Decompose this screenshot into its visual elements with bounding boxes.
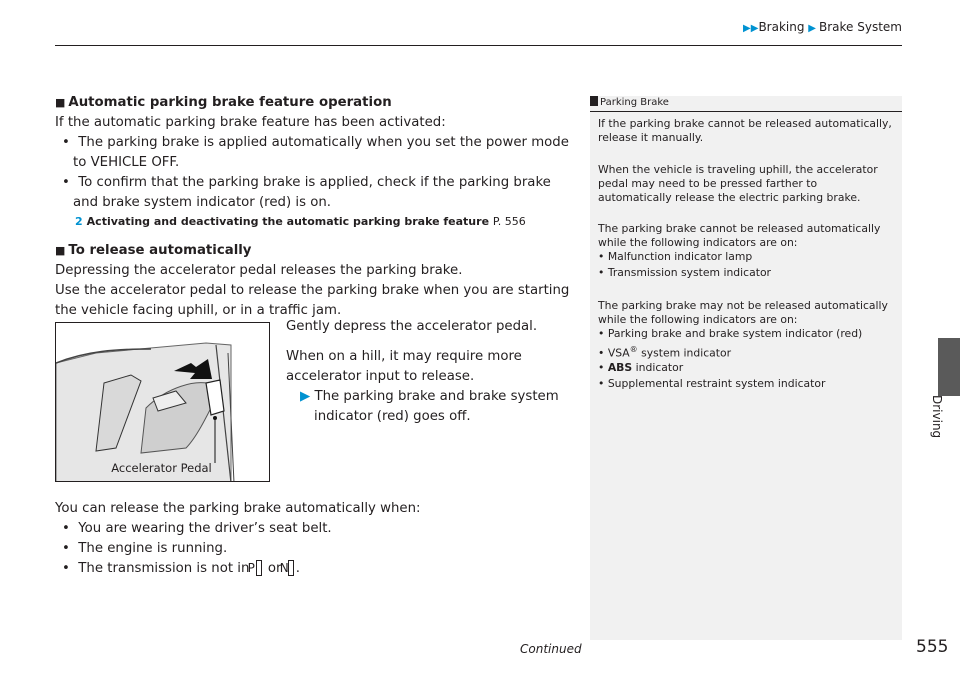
breadcrumb-item-brake-system[interactable]: Brake System xyxy=(819,20,902,34)
header-divider xyxy=(55,45,902,46)
sidebar-list-item: • VSA® system indicator xyxy=(598,345,732,360)
sidebar-note xyxy=(598,299,894,391)
result-text: ▶ The parking brake and brake system indicator (red) goes off. xyxy=(300,389,559,424)
breadcrumb xyxy=(0,20,902,34)
gear-p-key: P xyxy=(256,560,262,576)
sidebar-list-item: • Malfunction indicator lamp xyxy=(598,250,753,263)
page-number: 555 xyxy=(916,637,949,657)
result-arrow-icon: ▶ xyxy=(300,389,311,404)
square-bullet-icon: ■ xyxy=(55,96,66,109)
section-heading: ■ Automatic parking brake feature operation xyxy=(55,95,392,110)
chapter-tab[interactable] xyxy=(938,338,960,396)
triangle-icon: ▶▶ xyxy=(743,23,759,34)
sidebar-paragraph: The parking brake cannot be released automatically while the following indicators are on: xyxy=(598,222,881,249)
pedal-drawing xyxy=(56,323,270,482)
sidebar-paragraph: When the vehicle is traveling uphill, the accelerator pedal may need to be pressed farther to automatically release the electric parking brake. xyxy=(598,163,878,204)
square-bullet-icon: ■ xyxy=(55,244,66,257)
sidebar-divider xyxy=(590,111,902,112)
chapter-label: Driving xyxy=(930,395,944,439)
step-text: Gently depress the accelerator pedal. xyxy=(286,319,538,334)
sidebar-title: Parking Brake xyxy=(590,96,902,108)
release-conditions xyxy=(55,499,575,579)
section-heading: ■ To release automatically xyxy=(55,243,252,258)
sidebar-paragraph: The parking brake may not be released automatically while the following indicators are on: xyxy=(598,299,888,326)
note-marker-icon xyxy=(590,96,598,106)
list-item: • The engine is running. xyxy=(62,541,228,556)
sidebar-list-item: • ABS indicator xyxy=(598,360,684,374)
step-text: When on a hill, it may require more accelerator input to release. xyxy=(286,349,522,384)
section-release-auto xyxy=(55,241,575,321)
sidebar-paragraph: If the parking brake cannot be released automatically, release it manually. xyxy=(598,117,892,144)
sidebar-note xyxy=(598,222,894,280)
paragraph: You can release the parking brake automatically when: xyxy=(55,501,421,516)
accelerator-pedal-illustration xyxy=(55,322,270,482)
list-item: • You are wearing the driver’s seat belt. xyxy=(62,521,332,536)
intro-text: If the automatic parking brake feature has been activated: xyxy=(55,115,446,130)
step-list xyxy=(286,317,566,427)
sidebar-note xyxy=(598,163,894,205)
sidebar-note xyxy=(598,117,894,145)
section-auto-operation xyxy=(55,93,575,231)
continued-label: Continued xyxy=(520,642,582,656)
list-item: • To confirm that the parking brake is applied, check if the parking brake and brake system indicator (red) is on. xyxy=(62,175,551,210)
paragraph: Depressing the accelerator pedal releases the parking brake. xyxy=(55,263,463,278)
sidebar-list-item: • Parking brake and brake system indicator (red) xyxy=(598,327,863,340)
breadcrumb-item-braking[interactable]: Braking xyxy=(758,20,805,34)
figure-caption: Accelerator Pedal xyxy=(111,461,212,475)
paragraph: Use the accelerator pedal to release the parking brake when you are starting the vehicle facing uphill, or in a traffic jam. xyxy=(55,283,570,318)
list-item: • The parking brake is applied automatically when you set the power mode to VEHICLE OFF. xyxy=(62,135,569,170)
triangle-icon: ▶ xyxy=(808,23,816,34)
reference-arrow-icon: 2 xyxy=(75,215,83,228)
sidebar-list-item: • Transmission system indicator xyxy=(598,266,771,279)
cross-reference-link[interactable]: 2 Activating and deactivating the automatic parking brake feature P. 556 xyxy=(75,215,526,228)
list-item: • The transmission is not in P or N . xyxy=(62,561,300,576)
sidebar-list-item: • Supplemental restraint system indicator xyxy=(598,376,826,390)
gear-n-key: N xyxy=(288,560,294,576)
